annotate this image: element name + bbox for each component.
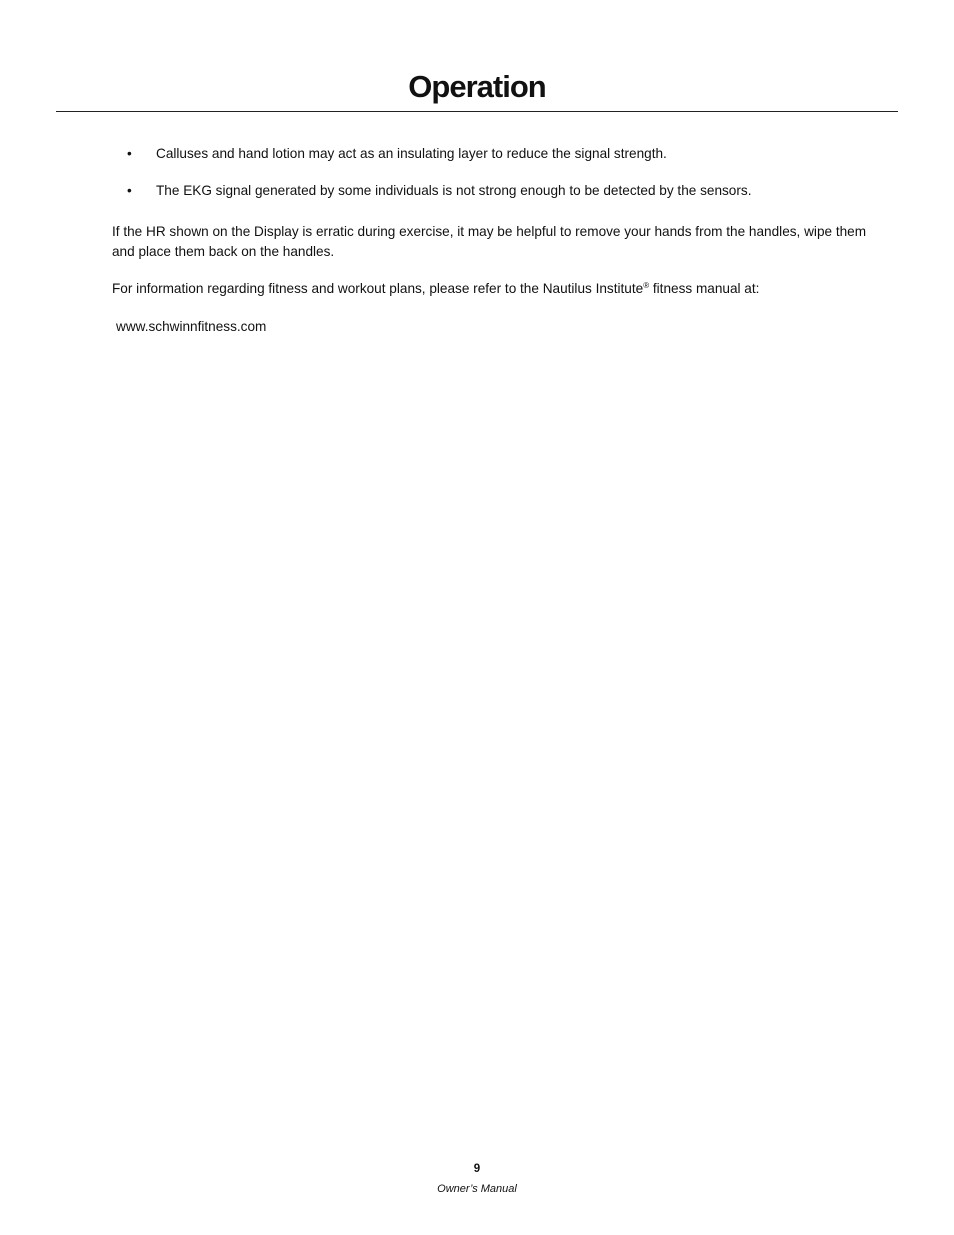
- bullet-text: The EKG signal generated by some individuals is not strong enough to be detected by the sensors.: [156, 182, 752, 198]
- bullet-icon: •: [127, 182, 132, 198]
- bullet-text: Calluses and hand lotion may act as an insulating layer to reduce the signal strength.: [156, 146, 667, 161]
- erratic-hr-paragraph: If the HR shown on the Display is erratic during exercise, it may be helpful to remove your hands from the handles, wipe them and place them back on the handles.: [112, 224, 867, 259]
- list-item: [112, 181, 887, 201]
- page-title: Operation: [408, 69, 546, 104]
- list-item: [112, 144, 887, 164]
- fitness-info-paragraph: [112, 279, 887, 299]
- bullet-icon: •: [127, 146, 132, 161]
- fitness-info-text-end: fitness manual at:: [649, 281, 760, 296]
- website-url: www.schwinnfitness.com: [116, 318, 267, 334]
- page-content: [112, 144, 887, 336]
- footer-label: Owner’s Manual: [437, 1183, 517, 1195]
- title-divider: [56, 111, 898, 112]
- registered-mark: ®: [643, 281, 650, 290]
- fitness-info-text: For information regarding fitness and workout plans, please refer to the Nautilus Institute: [112, 281, 644, 296]
- page-number: 9: [473, 1163, 481, 1175]
- bullet-list: [112, 144, 887, 200]
